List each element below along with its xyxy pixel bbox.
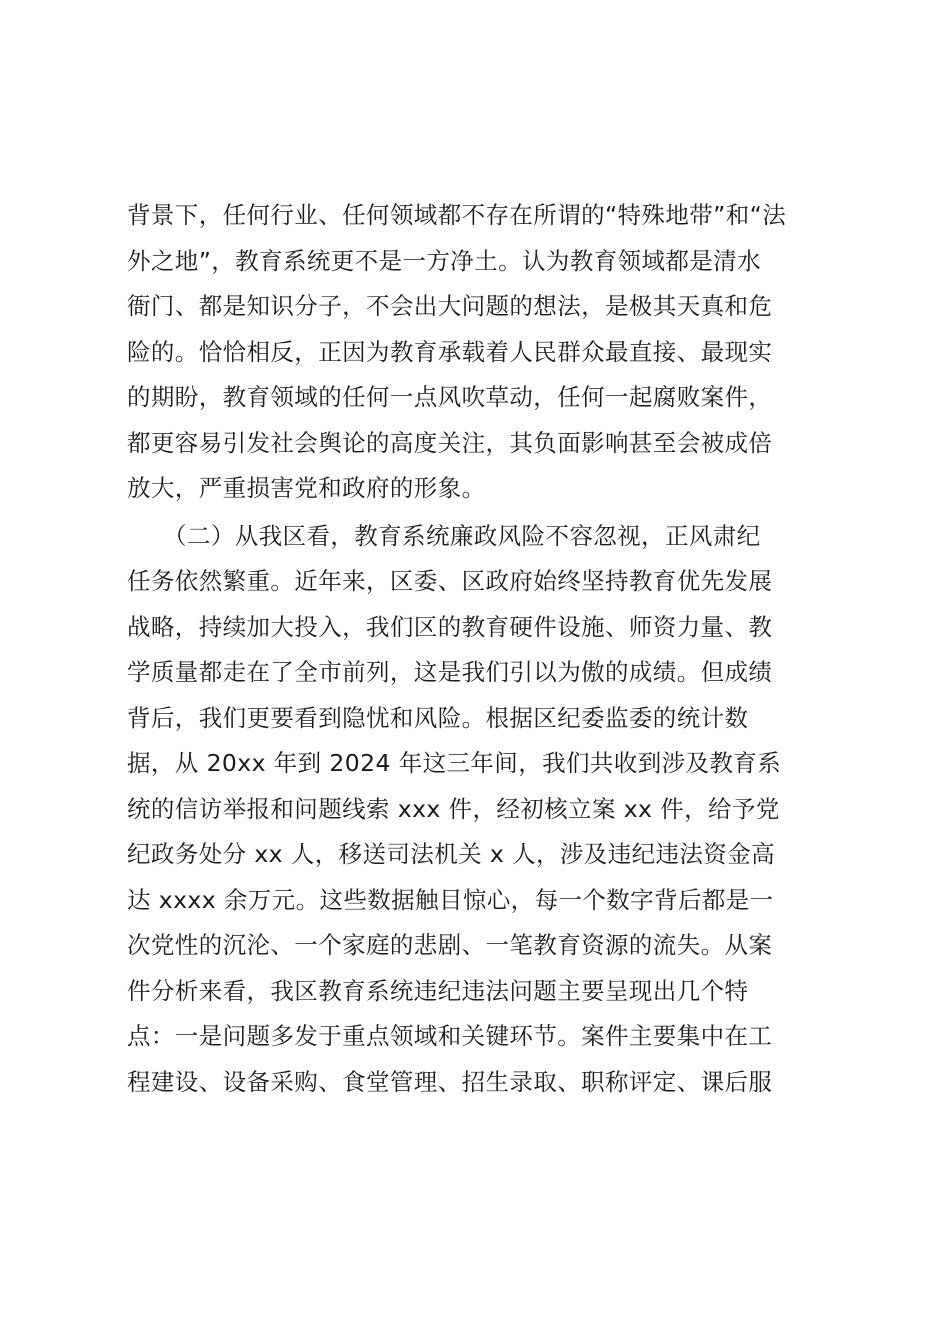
- paragraph-line: 学质量都走在了全市前列，这是我们引以为傲的成绩。但成绩: [127, 658, 773, 686]
- paragraph-line: 外之地”，教育系统更不是一方净土。认为教育领域都是清水: [127, 246, 761, 275]
- paragraph-line: 背景下，任何行业、任何领域都不存在所谓的“特殊地带”和“法: [127, 201, 787, 229]
- paragraph-line: 放大，严重损害党和政府的形象。: [127, 474, 486, 502]
- paragraph-1: [127, 193, 827, 512]
- paragraph-line: 衙门、都是知识分子，不会出大问题的想法，是极其天真和危: [127, 292, 773, 320]
- paragraph-line: 背后，我们更要看到隐忧和风险。根据区纪委监委的统计数: [127, 703, 749, 732]
- paragraph-line: 都更容易引发社会舆论的高度关注，其负面影响甚至会被成倍: [127, 428, 773, 457]
- document-body: [127, 193, 827, 1105]
- paragraph-line: 程建设、设备采购、食堂管理、招生录取、职称评定、课后服: [127, 1067, 773, 1096]
- paragraph-line: 纪政务处分 xx 人，移送司法机关 x 人，涉及违纪违法资金高: [127, 840, 776, 868]
- paragraph-heading-line: （二）从我区看，教育系统廉政风险不容忽视，正风肃纪: [127, 521, 761, 550]
- paragraph-line: 点：一是问题多发于重点领域和关键环节。案件主要集中在工: [127, 1022, 773, 1050]
- paragraph-line: 达 xxxx 余万元。这些数据触目惊心，每一个数字背后都是一: [127, 885, 774, 914]
- paragraph-line: 战略，持续加大投入，我们区的教育硬件设施、师资力量、教: [127, 612, 773, 641]
- paragraph-line: 件分析来看，我区教育系统违纪违法问题主要呈现出几个特: [127, 976, 749, 1005]
- paragraph-line: 据，从 20xx 年到 2024 年这三年间，我们共收到涉及教育系: [127, 749, 782, 777]
- paragraph-line: 任务依然繁重。近年来，区委、区政府始终坚持教育优先发展: [127, 567, 773, 595]
- paragraph-line: 险的。恰恰相反，正因为教育承载着人民群众最直接、最现实: [127, 337, 773, 366]
- paragraph-line: 统的信访举报和问题线索 xxx 件，经初核立案 xx 件，给予党: [127, 794, 780, 823]
- paragraph-line: 的期盼，教育领域的任何一点风吹草动，任何一起腐败案件，: [127, 383, 773, 411]
- paragraph-line: 次党性的沉沦、一个家庭的悲剧、一笔教育资源的流失。从案: [127, 931, 773, 959]
- paragraph-2: [127, 514, 827, 1106]
